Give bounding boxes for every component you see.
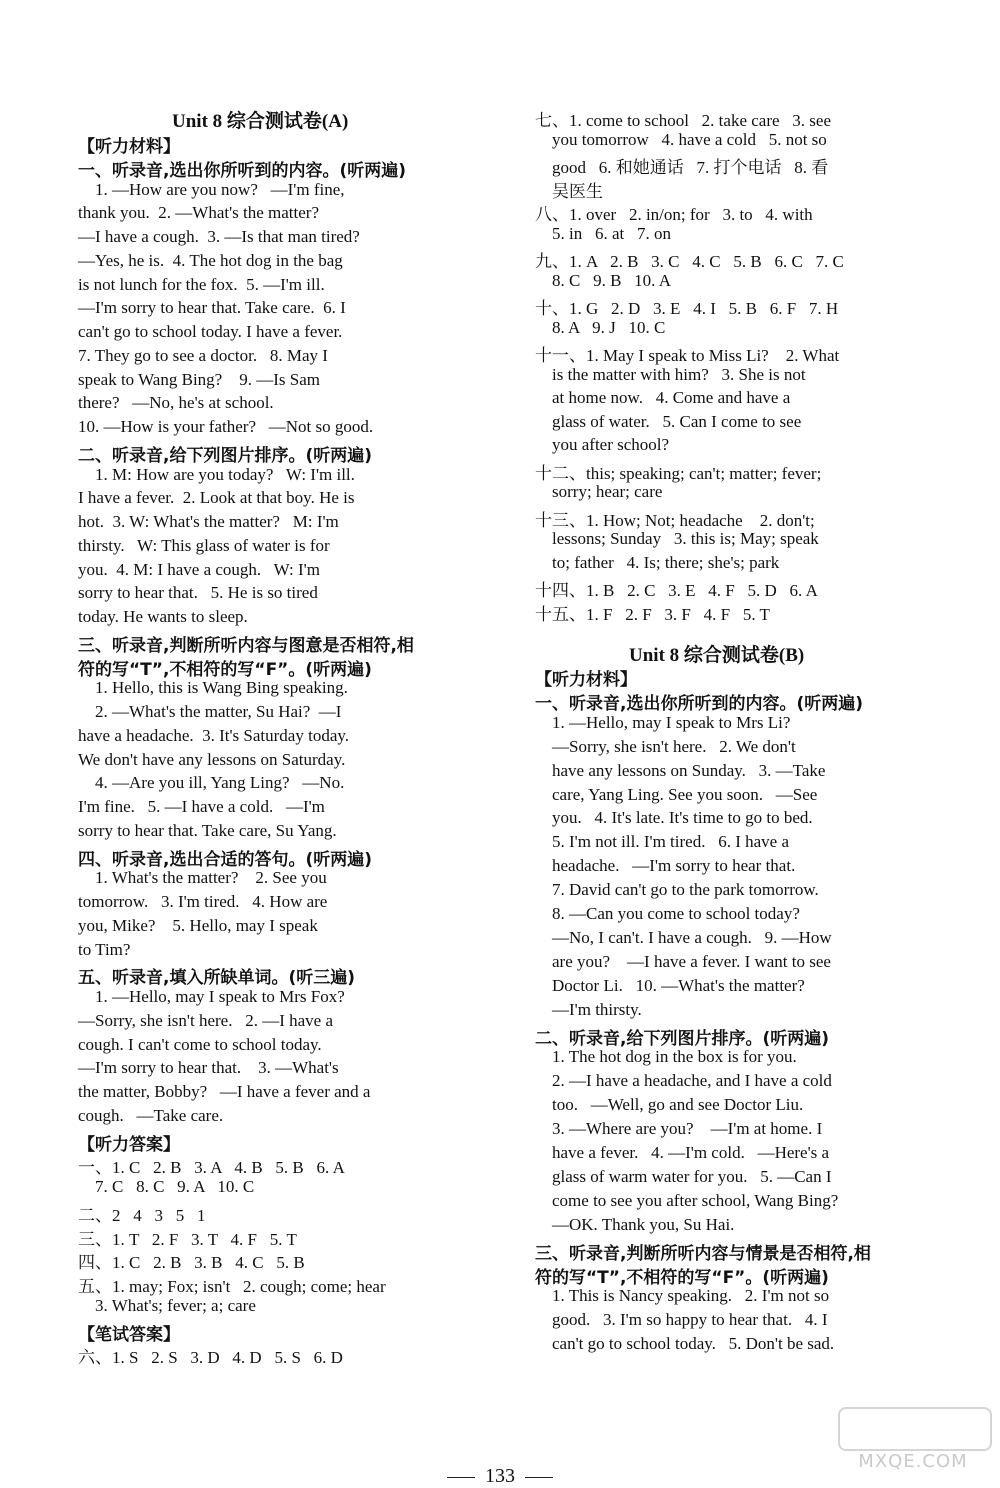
text-line: 六、1. S 2. S 3. D 4. D 5. S 6. D [78, 1348, 343, 1368]
text-line: 三、1. T 2. F 3. T 4. F 5. T [78, 1229, 297, 1249]
text-line: 5. I'm not ill. I'm tired. 6. I have a [535, 832, 789, 852]
text-line: to; father 4. Is; there; she's; park [535, 552, 780, 572]
text-line: —OK. Thank you, Su Hai. [535, 1214, 735, 1234]
text-line: too. —Well, go and see Doctor Liu. [535, 1095, 804, 1115]
text-line: you. 4. M: I have a cough. W: I'm [78, 559, 320, 579]
section-heading: 五、听录音,填入所缺单词。(听三遍) [78, 968, 355, 989]
text-line: —No, I can't. I have a cough. 9. —How [535, 927, 832, 947]
text-line: you, Mike? 5. Hello, may I speak [78, 915, 318, 935]
text-line: sorry to hear that. Take care, Su Yang. [78, 820, 337, 840]
text-line: is the matter with him? 3. She is not [535, 364, 806, 384]
text-line: 十三、1. How; Not; headache 2. don't; [535, 510, 815, 530]
text-line: are you? —I have a fever. I want to see [535, 951, 831, 971]
text-line: —I'm sorry to hear that. 3. —What's [78, 1058, 339, 1078]
text-line: good. 3. I'm so happy to hear that. 4. I [535, 1310, 828, 1330]
section-heading: 【听力材料】 [535, 670, 637, 690]
text-line: can't go to school today. I have a fever. [78, 322, 343, 341]
text-line: is not lunch for the fox. 5. —I'm ill. [78, 274, 325, 294]
text-line: 2. —I have a headache, and I have a cold [535, 1071, 832, 1091]
text-line: headache. —I'm sorry to hear that. [535, 856, 796, 876]
text-line: 2. —What's the matter, Su Hai? —I [78, 702, 342, 721]
text-line: —Yes, he is. 4. The hot dog in the bag [78, 250, 343, 270]
text-line: 吴医生 [535, 181, 603, 201]
text-line: 十五、1. F 2. F 3. F 4. F 5. T [535, 604, 770, 624]
text-line: there? —No, he's at school. [78, 393, 274, 413]
text-line: Doctor Li. 10. —What's the matter? [535, 975, 805, 995]
section-heading: 二、听录音,给下列图片排序。(听两遍) [78, 445, 372, 466]
text-line: 七、1. come to school 2. take care 3. see [535, 111, 831, 130]
text-line: glass of warm water for you. 5. —Can I [535, 1166, 832, 1186]
text-line: speak to Wang Bing? 9. —Is Sam [78, 369, 320, 389]
text-line: have a headache. 3. It's Saturday today. [78, 725, 350, 745]
text-line: 一、1. C 2. B 3. A 4. B 5. B 6. A [78, 1158, 345, 1178]
text-line: 十、1. G 2. D 3. E 4. I 5. B 6. F 7. H [535, 299, 839, 318]
text-line: glass of water. 5. Can I come to see [535, 411, 802, 431]
test-title-b: Unit 8 综合测试卷(B) [629, 645, 805, 666]
section-heading: 三、听录音,判断所听内容与情景是否相符,相 [535, 1243, 871, 1264]
text-line: you after school? [535, 435, 670, 454]
text-line: 1. What's the matter? 2. See you [78, 868, 327, 888]
text-line: tomorrow. 3. I'm tired. 4. How are [78, 892, 328, 911]
text-line: you tomorrow 4. have a cold 5. not so [535, 129, 827, 149]
text-line: 4. —Are you ill, Yang Ling? —No. [78, 773, 345, 793]
text-line: can't go to school today. 5. Don't be sad. [535, 1334, 835, 1354]
text-line: at home now. 4. Come and have a [535, 388, 791, 407]
section-heading: 二、听录音,给下列图片排序。(听两遍) [535, 1028, 829, 1049]
text-line: —Sorry, she isn't here. 2. We don't [535, 736, 796, 756]
text-line: 8. —Can you come to school today? [535, 904, 800, 923]
text-line: 五、1. may; Fox; isn't 2. cough; come; hear [78, 1277, 386, 1296]
text-line: 1. —How are you now? —I'm fine, [78, 179, 345, 199]
text-line: sorry to hear that. 5. He is so tired [78, 583, 318, 603]
text-line: We don't have any lessons on Saturday. [78, 749, 346, 769]
section-heading: 【听力材料】 [78, 137, 180, 157]
section-heading: 【听力答案】 [78, 1134, 180, 1155]
text-line: 二、2 4 3 5 1 [78, 1205, 206, 1225]
text-line: 十四、1. B 2. C 3. E 4. F 5. D 6. A [535, 581, 818, 600]
text-line: the matter, Bobby? —I have a fever and a [78, 1082, 371, 1101]
text-line: 1. —Hello, may I speak to Mrs Fox? [78, 987, 345, 1006]
section-heading: 一、听录音,选出你所听到的内容。(听两遍) [78, 160, 406, 181]
text-line: today. He wants to sleep. [78, 607, 248, 626]
text-line: 8. C 9. B 10. A [535, 270, 672, 290]
section-heading: 一、听录音,选出你所听到的内容。(听两遍) [535, 693, 863, 714]
text-line: —I have a cough. 3. —Is that man tired? [78, 227, 360, 246]
text-line: 8. A 9. J 10. C [535, 317, 666, 337]
text-line: 3. —Where are you? —I'm at home. I [535, 1119, 823, 1139]
text-line: come to see you after school, Wang Bing? [535, 1190, 839, 1210]
text-line: —Sorry, she isn't here. 2. —I have a [78, 1010, 334, 1030]
text-line: 八、1. over 2. in/on; for 3. to 4. with [535, 205, 813, 224]
text-line: sorry; hear; care [535, 482, 663, 501]
text-line: 九、1. A 2. B 3. C 4. C 5. B 6. C 7. C [535, 252, 844, 271]
test-title-a: Unit 8 综合测试卷(A) [172, 111, 349, 132]
text-line: cough. —Take care. [78, 1105, 224, 1125]
text-line: I have a fever. 2. Look at that boy. He is [78, 488, 355, 508]
text-line: 3. What's; fever; a; care [78, 1295, 256, 1315]
text-line: 7. They go to see a doctor. 8. May I [78, 345, 328, 365]
page-number: 133 [485, 1465, 515, 1487]
text-line: 1. M: How are you today? W: I'm ill. [78, 464, 355, 484]
text-line: you. 4. It's late. It's time to go to bed. [535, 808, 813, 828]
text-line: thank you. 2. —What's the matter? [78, 203, 319, 223]
text-line: to Tim? [78, 939, 131, 959]
text-line: 5. in 6. at 7. on [535, 223, 671, 243]
text-line: 1. The hot dog in the box is for you. [535, 1047, 797, 1067]
text-line: I'm fine. 5. —I have a cold. —I'm [78, 797, 325, 816]
text-line: hot. 3. W: What's the matter? M: I'm [78, 512, 339, 531]
section-heading: 四、听录音,选出合适的答句。(听两遍) [78, 849, 372, 870]
section-heading: 【笔试答案】 [78, 1324, 180, 1345]
text-line: 1. This is Nancy speaking. 2. I'm not so [535, 1286, 830, 1306]
text-line: have any lessons on Sunday. 3. —Take [535, 760, 826, 780]
text-line: 7. David can't go to the park tomorrow. [535, 880, 819, 900]
text-line: cough. I can't come to school today. [78, 1034, 322, 1054]
text-line: 1. Hello, this is Wang Bing speaking. [78, 678, 348, 698]
text-line: —I'm sorry to hear that. Take care. 6. I [78, 298, 346, 318]
text-line: 十二、this; speaking; can't; matter; fever; [535, 463, 822, 483]
text-line: 10. —How is your father? —Not so good. [78, 417, 374, 436]
section-heading: 符的写“T”,不相符的写“F”。(听两遍) [535, 1267, 829, 1288]
text-line: —I'm thirsty. [535, 999, 642, 1019]
text-line: good 6. 和她通话 7. 打个电话 8. 看 [535, 158, 829, 177]
watermark-text: MXQE.COM [858, 1451, 968, 1472]
text-line: thirsty. W: This glass of water is for [78, 535, 330, 555]
text-line: lessons; Sunday 3. this is; May; speak [535, 529, 819, 548]
text-line: 四、1. C 2. B 3. B 4. C 5. B [78, 1253, 305, 1273]
text-line: 7. C 8. C 9. A 10. C [78, 1177, 255, 1196]
text-line: 1. —Hello, may I speak to Mrs Li? [535, 712, 791, 732]
section-heading: 符的写“T”,不相符的写“F”。(听两遍) [78, 659, 372, 680]
watermark-logo [838, 1407, 988, 1477]
section-heading: 三、听录音,判断所听内容与图意是否相符,相 [78, 635, 414, 656]
text-line: have a fever. 4. —I'm cold. —Here's a [535, 1143, 830, 1162]
text-line: care, Yang Ling. See you soon. —See [535, 784, 818, 804]
text-line: 十一、1. May I speak to Miss Li? 2. What [535, 346, 840, 365]
